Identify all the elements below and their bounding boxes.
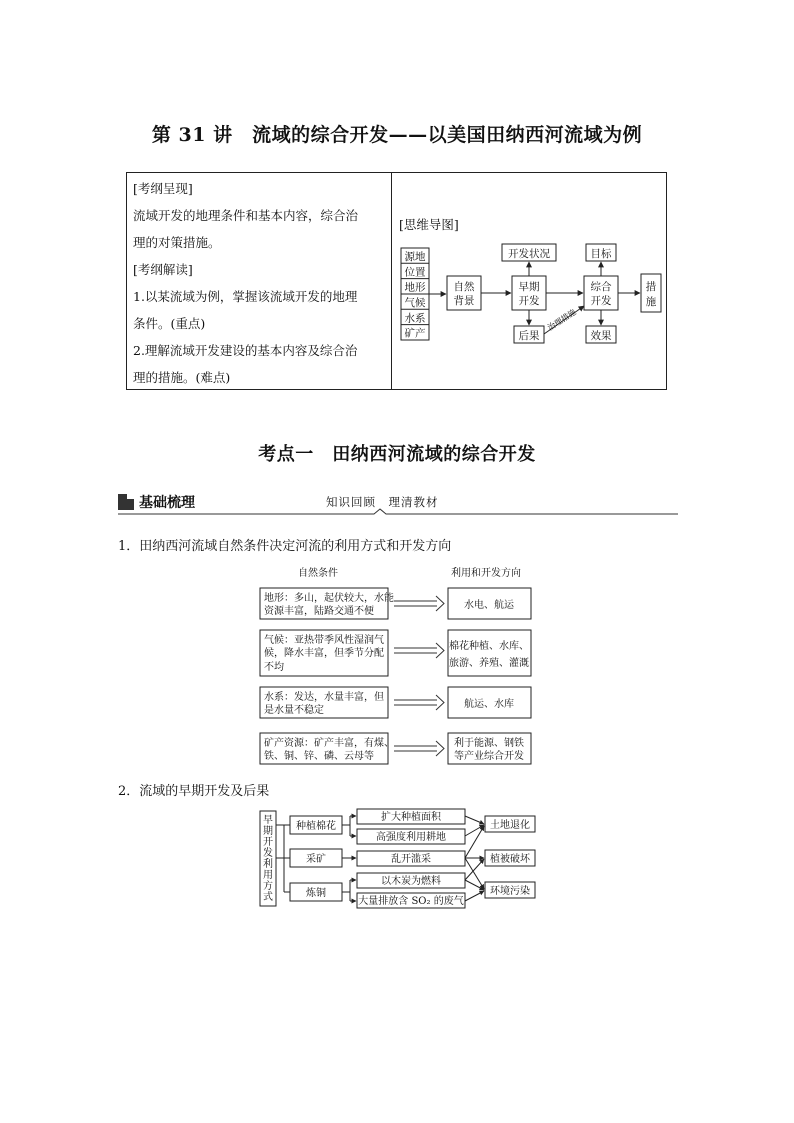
- direction-text: 利于能源、钢铁: [454, 738, 524, 749]
- measures-label: 施: [645, 296, 657, 308]
- direction-text: 旅游、养殖、灌溉: [449, 658, 529, 669]
- result-label: 土地退化: [490, 820, 530, 831]
- comprehensive-label: 开发: [590, 295, 612, 307]
- factor-label: 源地: [404, 251, 426, 263]
- interpret-line: 2.理解流域开发建设的基本内容及综合治: [133, 343, 358, 358]
- vertical-char: 期: [263, 826, 273, 837]
- direction-text: 棉花种植、水库、: [449, 641, 529, 652]
- syllabus-text: [133, 175, 387, 391]
- condition-text: 是水量不稳定: [264, 705, 324, 716]
- factor-label: 气候: [404, 297, 426, 309]
- factor-label: 矿产: [404, 327, 426, 340]
- consequence-label: 后果: [518, 330, 540, 342]
- interpret-heading: [考纲解读]: [133, 262, 193, 277]
- basics-banner: [118, 487, 678, 517]
- hollow-arrow: [394, 741, 444, 756]
- vertical-char: 方: [263, 881, 273, 892]
- present-line: 流域开发的地理条件和基本内容，综合治: [133, 208, 359, 223]
- vertical-char: 发: [263, 848, 273, 859]
- hollow-arrow: [394, 596, 444, 611]
- condition-text: 不均: [264, 662, 284, 673]
- result-label: 环境污染: [490, 886, 530, 897]
- act-label: 以木炭为燃料: [381, 876, 441, 887]
- banner-subtitle: 知识回顾 理清教材: [326, 495, 439, 509]
- hollow-arrow: [394, 695, 444, 710]
- condition-text: 矿产资源：矿产丰富，有煤、: [264, 738, 394, 749]
- page-title: 第 31 讲 流域的综合开发——以美国田纳西河流域为例: [151, 124, 643, 146]
- way-label: 采矿: [306, 854, 326, 865]
- factor-stack: [401, 248, 429, 340]
- vertical-char: 利: [263, 859, 273, 870]
- way-label: 种植棉花: [296, 821, 336, 832]
- interpret-line: 1.以某流域为例，掌握该流域开发的地理: [133, 289, 358, 304]
- section-title: 考点一 田纳西河流域的综合开发: [258, 444, 536, 465]
- measures-label: 措: [645, 281, 657, 293]
- present-heading: [考纲呈现]: [133, 181, 193, 196]
- banner-label: 基础梳理: [139, 495, 195, 511]
- direction-text: 等产业综合开发: [454, 751, 524, 762]
- mindmap-heading: [思维导图]: [399, 217, 459, 232]
- factor-label: 水系: [404, 312, 426, 325]
- result-connectors: [465, 816, 484, 901]
- condition-text: 水系：发达，水量丰富，但: [264, 692, 384, 703]
- direction-text: 航运、水库: [464, 699, 514, 710]
- heading-natural-conditions: 1．田纳西河流域自然条件决定河流的利用方式和开发方向: [118, 539, 452, 554]
- status-label: 开发状况: [508, 248, 550, 260]
- act-label: 乱开滥采: [391, 854, 431, 865]
- direction-box: [448, 630, 531, 676]
- governance-label: 治理措施: [545, 307, 578, 333]
- conditions-diagram: [256, 562, 546, 768]
- vertical-char: 早: [263, 815, 273, 826]
- condition-text: 铁、铜、锌、磷、云母等: [264, 751, 374, 762]
- table-divider: [391, 173, 392, 389]
- mindmap-diagram: [396, 236, 666, 346]
- col-development-direction: 利用和开发方向: [451, 568, 521, 579]
- present-line: 理的对策措施。: [133, 235, 221, 250]
- way-label: 炼铜: [306, 888, 326, 899]
- interpret-line: 条件。(重点): [133, 316, 206, 331]
- condition-text: 地形：多山，起伏较大，水能: [264, 593, 394, 604]
- banner-rule: [118, 487, 678, 517]
- hollow-arrow: [394, 643, 444, 658]
- natural-label: 自然: [453, 281, 475, 293]
- comprehensive-label: 综合: [590, 281, 612, 293]
- vertical-char: 开: [263, 837, 273, 848]
- factor-label: 地形: [404, 281, 426, 294]
- vertical-char: 式: [263, 892, 273, 903]
- act-label: 大量排放含 SO₂ 的废气: [358, 896, 464, 907]
- condition-text: 气候：亚热带季风性湿润气: [264, 635, 384, 646]
- effect-label: 效果: [590, 330, 612, 342]
- early-label: 早期: [518, 281, 540, 293]
- early-label: 开发: [518, 295, 540, 307]
- direction-text: 水电、航运: [464, 600, 514, 611]
- factor-label: 位置: [404, 266, 426, 279]
- vertical-char: 用: [263, 870, 273, 881]
- heading-early-development: 2．流域的早期开发及后果: [118, 784, 270, 799]
- act-label: 高强度利用耕地: [376, 832, 446, 843]
- condition-text: 资源丰富，陆路交通不便: [264, 606, 374, 617]
- act-label: 扩大种植面积: [381, 812, 441, 823]
- goal-label: 目标: [590, 248, 612, 260]
- natural-label: 背景: [453, 295, 475, 307]
- result-label: 植被破坏: [490, 854, 530, 865]
- early-development-diagram: [256, 808, 541, 910]
- condition-text: 候，降水丰富，但季节分配: [264, 648, 384, 659]
- col-natural-conditions: 自然条件: [298, 568, 338, 579]
- interpret-line: 理的措施。(难点): [133, 370, 231, 385]
